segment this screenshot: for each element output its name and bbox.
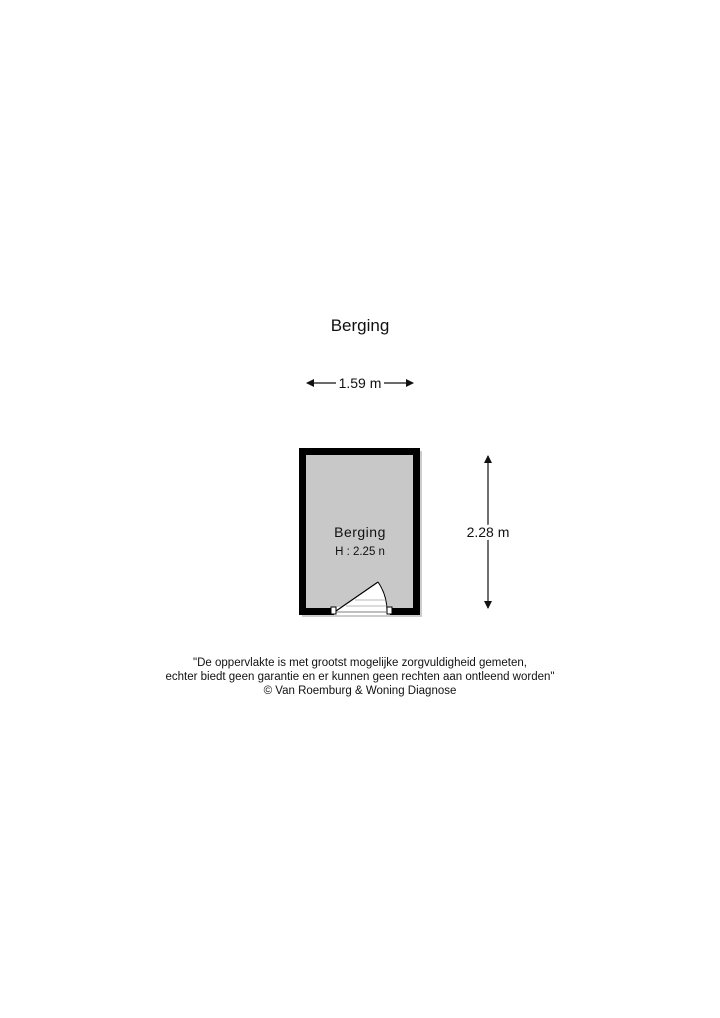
width-dimension xyxy=(307,375,413,391)
height-dimension xyxy=(467,456,510,608)
door-jamb-left xyxy=(331,607,336,614)
disclaimer xyxy=(0,656,720,698)
height-label: 2.28 m xyxy=(466,524,510,540)
room-height-label: H : 2.25 n xyxy=(335,546,385,558)
room-name-label: Berging xyxy=(334,524,386,540)
copyright-line: © Van Roemburg & Woning Diagnose xyxy=(263,685,457,697)
width-label: 1.59 m xyxy=(338,375,382,391)
room-berging xyxy=(299,448,422,617)
page-title: Berging xyxy=(330,316,390,335)
disclaimer-line-2: echter biedt geen garantie en er kunnen geen rechten aan ontleend worden" xyxy=(165,671,555,683)
door-jamb-right xyxy=(387,607,392,614)
disclaimer-line-1: "De oppervlakte is met grootst mogelijke zorgvuldigheid gemeten, xyxy=(193,657,527,669)
